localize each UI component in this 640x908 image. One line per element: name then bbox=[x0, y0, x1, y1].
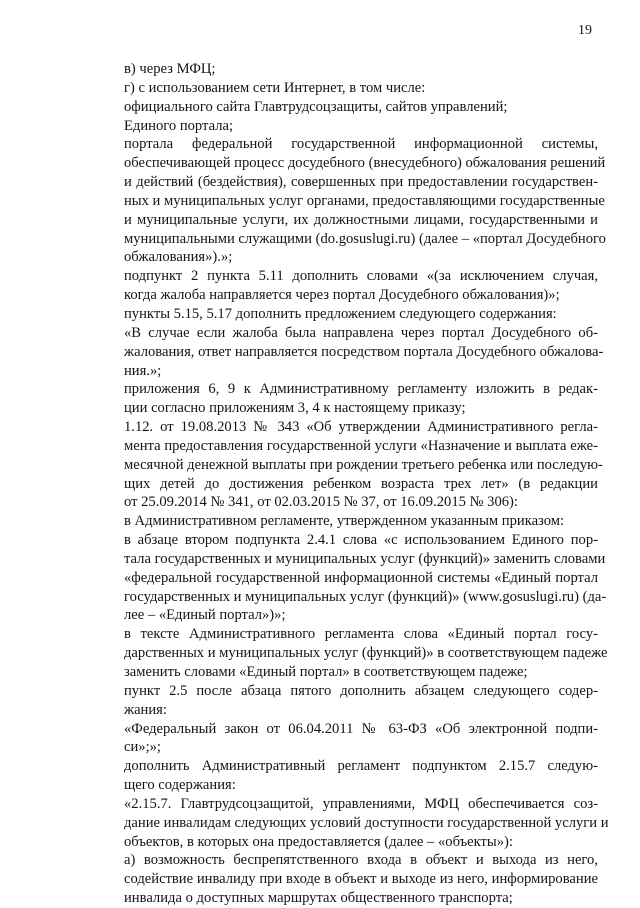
text-line: а) возможность беспрепятственного входа в объект и выхода из него, bbox=[124, 852, 598, 869]
text-line: содействие инвалиду при входе в объект и выходе из него, информирование bbox=[124, 871, 598, 888]
text-line: тала государственных и муниципальных услуг (функций)» заменить словами bbox=[124, 550, 606, 567]
text-line: жания: bbox=[124, 701, 167, 718]
text-line: и муниципальные услуги, их должностными лицами, государственными и bbox=[124, 211, 598, 228]
text-line: обжалования»).»; bbox=[124, 249, 233, 266]
text-line: «2.15.7. Главтрудсоцзащитой, управлениями, МФЦ обеспечивается соз- bbox=[124, 795, 598, 812]
text-line: обеспечивающей процесс досудебного (внесудебного) обжалования решений bbox=[124, 155, 606, 172]
text-line: инвалида о доступных маршрутах общественного транспорта; bbox=[124, 890, 513, 907]
text-line: щего содержания: bbox=[124, 777, 236, 794]
text-line: месячной денежной выплаты при рождении третьего ребенка или последую- bbox=[124, 456, 603, 473]
paragraph bbox=[88, 531, 607, 625]
paragraph bbox=[88, 60, 598, 79]
paragraph bbox=[88, 512, 598, 531]
text-line: приложения 6, 9 к Административному регламенту изложить в редак- bbox=[124, 381, 598, 398]
text-line: дополнить Административный регламент подпунктом 2.15.7 следую- bbox=[124, 758, 598, 775]
text-line: пункты 5.15, 5.17 дополнить предложением следующего содержания: bbox=[124, 305, 557, 322]
text-line: ции согласно приложениям 3, 4 к настоящему приказу; bbox=[124, 400, 466, 417]
text-line: «федеральной государственной информационной системы «Единый портал bbox=[124, 569, 598, 586]
paragraph bbox=[88, 117, 598, 136]
text-line: пункт 2.5 после абзаца пятого дополнить абзацем следующего содер- bbox=[124, 682, 598, 699]
text-line: подпункт 2 пункта 5.11 дополнить словами «(за исключением случая, bbox=[124, 268, 598, 285]
text-line: муниципальными служащими (do.gosuslugi.ru) (далее – «портал Досудебного bbox=[124, 230, 606, 247]
text-line: в тексте Административного регламента слова «Единый портал госу- bbox=[124, 626, 598, 643]
paragraph bbox=[88, 79, 598, 98]
paragraph bbox=[88, 720, 598, 758]
text-line: Единого портала; bbox=[124, 117, 234, 134]
text-line: и действий (бездействия), совершенных при предоставлении государствен- bbox=[124, 174, 598, 191]
paragraph bbox=[88, 135, 606, 267]
paragraph bbox=[88, 324, 604, 381]
text-line: объектов, в которых она предоставляется (далее – «объекты»): bbox=[124, 833, 513, 850]
text-line: от 25.09.2014 № 341, от 02.03.2015 № 37, от 16.09.2015 № 306): bbox=[124, 494, 518, 511]
text-line: в) через МФЦ; bbox=[124, 61, 216, 77]
text-line: государственных и муниципальных услуг (функций)» (www.gosuslugi.ru) (да- bbox=[124, 588, 607, 605]
text-line: официального сайта Главтрудсоцзащиты, сайтов управлений; bbox=[124, 98, 508, 115]
document-body bbox=[88, 60, 609, 908]
text-line: ния.»; bbox=[124, 362, 162, 379]
paragraph bbox=[88, 98, 598, 117]
text-line: лее – «Единый портал»)»; bbox=[124, 607, 286, 624]
text-line: си»;»; bbox=[124, 739, 161, 756]
text-line: щих детей до достижения ребенком возраста трех лет» (в редакции bbox=[124, 475, 598, 492]
text-line: в абзаце втором подпункта 2.4.1 слова «с использованием Единого пор- bbox=[124, 532, 598, 549]
paragraph bbox=[88, 757, 598, 795]
text-line: дание инвалидам следующих условий доступности государственной услуги и bbox=[124, 814, 609, 831]
text-line: ных и муниципальных услуг органами, предоставляющими государственные bbox=[124, 192, 605, 209]
paragraph bbox=[88, 625, 608, 682]
paragraph bbox=[88, 267, 598, 305]
paragraph bbox=[88, 795, 609, 852]
text-line: заменить словами «Единый портал» в соответствующем падеже; bbox=[124, 664, 528, 680]
paragraph bbox=[88, 851, 598, 908]
text-line: «В случае если жалоба была направлена через портал Досудебного об- bbox=[124, 324, 598, 341]
text-line: жалования, ответ направляется посредством портала Досудебного обжалова- bbox=[124, 343, 604, 360]
text-line: когда жалоба направляется через портал Досудебного обжалования)»; bbox=[124, 287, 560, 304]
text-line: дарственных и муниципальных услуг (функций)» в соответствующем падеже bbox=[124, 645, 608, 662]
text-line: мента предоставления государственной услуги «Назначение и выплата еже- bbox=[124, 437, 598, 454]
paragraph bbox=[88, 418, 603, 512]
text-line: портала федеральной государственной информационной системы, bbox=[124, 136, 598, 153]
text-line: в Административном регламенте, утвержденном указанным приказом: bbox=[124, 513, 565, 530]
paragraph bbox=[88, 380, 598, 418]
page-number: 19 bbox=[578, 23, 592, 38]
paragraph bbox=[88, 305, 598, 324]
paragraph bbox=[88, 682, 598, 720]
text-line: 1.12. от 19.08.2013 № 343 «Об утверждении Административного регла- bbox=[124, 419, 598, 436]
text-line: «Федеральный закон от 06.04.2011 № 63-ФЗ «Об электронной подпи- bbox=[124, 720, 598, 737]
text-line: г) с использованием сети Интернет, в том числе: bbox=[124, 79, 426, 96]
